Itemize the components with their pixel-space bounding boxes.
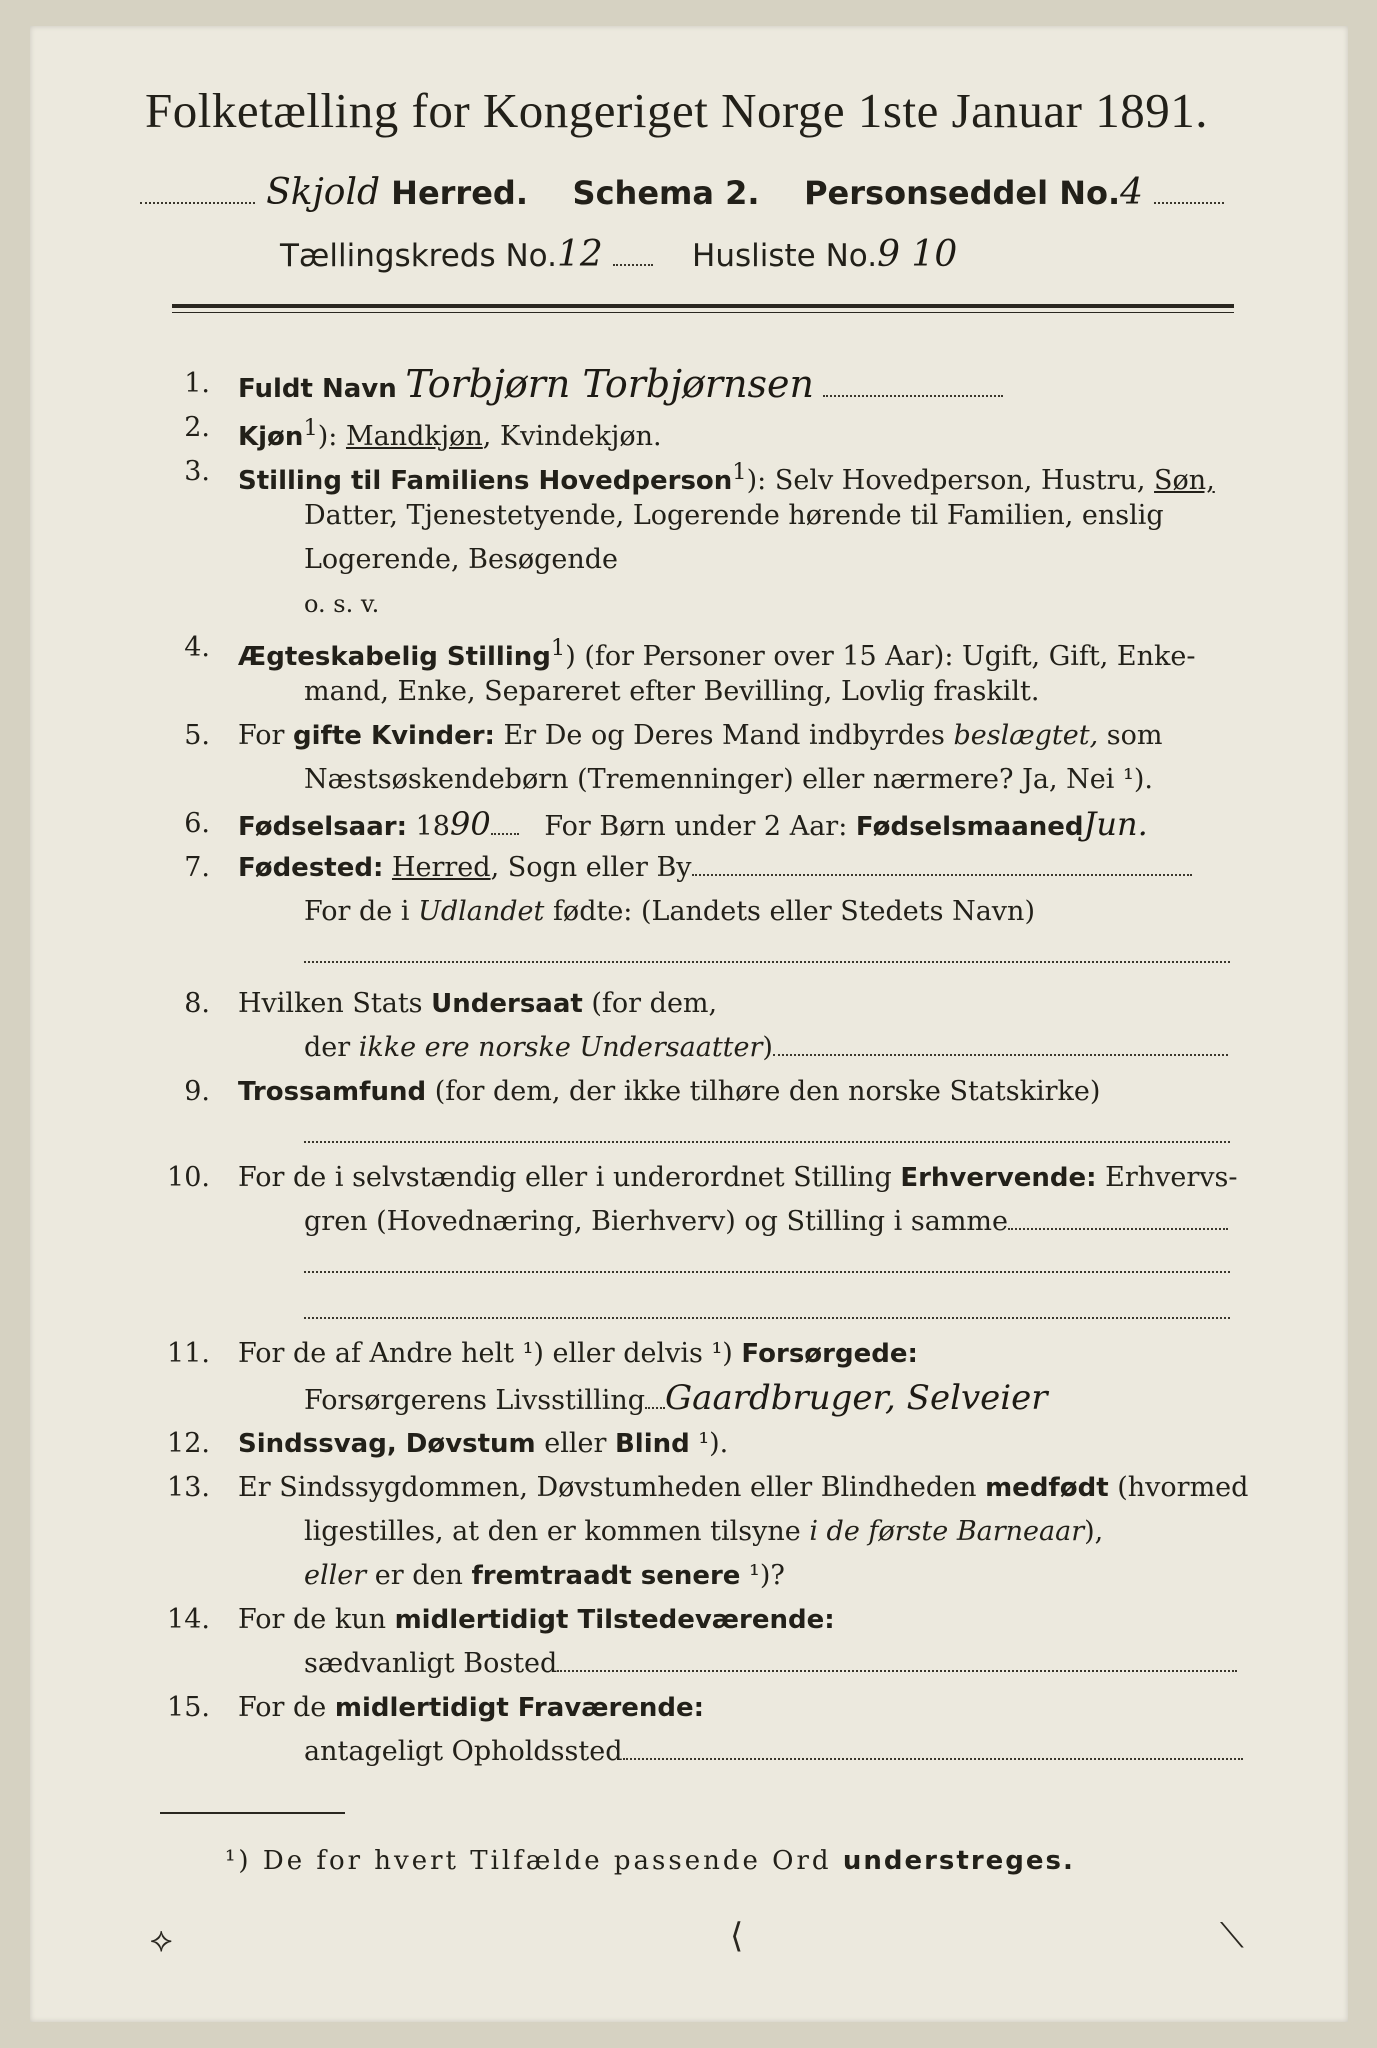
- personseddel-value: 4: [1120, 172, 1144, 213]
- item-7-line-2: For de i Udlandet fødte: (Landets eller Stedets Navn): [304, 896, 1035, 927]
- item-13-line-3: eller er den fremtraadt senere ¹)?: [304, 1560, 785, 1591]
- kreds-value: 12: [556, 234, 603, 275]
- item-3-line-2: Datter, Tjenestetyende, Logerende hørende til Familien, enslig: [304, 500, 1164, 531]
- label-fuldt-navn: Fuldt Navn: [238, 374, 397, 404]
- label-fodested: Fødested:: [238, 853, 384, 883]
- herred-value: Skjold: [266, 172, 381, 213]
- option-mandkjon-selected: Mandkjøn: [345, 421, 483, 452]
- label-kjon: Kjøn: [238, 422, 304, 452]
- dotted-fill: [1154, 201, 1224, 204]
- label-fodselsaar: Fødselsaar:: [238, 812, 407, 842]
- header-rule: [172, 304, 1234, 308]
- dotted-fill: [613, 263, 653, 266]
- herred-label: Herred.: [391, 174, 528, 212]
- husliste-value: 9 10: [877, 234, 958, 275]
- item-8-line-2: der ikke ere norske Undersaatter): [304, 1030, 1228, 1066]
- dotted-line: [304, 960, 1230, 963]
- item-10-line-2: gren (Hovednæring, Bierhverv) og Stilling i samme: [304, 1204, 1228, 1240]
- header-rule-thin: [172, 312, 1234, 313]
- full-name-value: Torbjørn Torbjørnsen: [405, 362, 815, 406]
- option-herred-selected: Herred: [391, 852, 491, 883]
- husliste-label: Husliste No.: [692, 238, 878, 274]
- dotted-fill: [823, 394, 1003, 397]
- item-15-line-2: antageligt Opholdssted: [304, 1734, 1243, 1770]
- label-stilling: Stilling til Familiens Hovedperson: [238, 466, 733, 496]
- kreds-label: Tællingskreds No.: [280, 238, 557, 274]
- item-4-line-2: mand, Enke, Separeret efter Bevilling, Lovlig fraskilt.: [304, 676, 1040, 707]
- footnote-rule: [160, 1812, 345, 1814]
- birth-month-value: Jun.: [1083, 805, 1148, 843]
- label-trossamfund: Trossamfund: [238, 1077, 427, 1107]
- dotted-fill: [140, 201, 255, 204]
- item-13-line-2: ligestilles, at den er kommen tilsyne i de første Barneaar),: [304, 1516, 1104, 1547]
- corner-mark-left: ⟡: [150, 1920, 173, 1960]
- header-line-kreds: [280, 234, 1180, 284]
- personseddel-label: Personseddel No.: [804, 174, 1121, 212]
- dotted-line: [304, 1270, 1230, 1273]
- item-5-line-2: Næstsøskendebørn (Tremenninger) eller nærmere? Ja, Nei ¹).: [304, 764, 1153, 795]
- item-3-line-4: o. s. v.: [304, 590, 380, 618]
- header-line-herred: [140, 172, 1250, 222]
- corner-mark-center: ⟨: [730, 1916, 744, 1956]
- item-11-line-2: Forsørgerens Livsstilling Gaardbruger, Selveier: [304, 1378, 1048, 1418]
- label-aegteskabelig: Ægteskabelig Stilling: [238, 642, 551, 672]
- dotted-line: [304, 1140, 1230, 1143]
- item-14-line-2: sædvanligt Bosted: [304, 1646, 1237, 1682]
- option-son-selected: Søn,: [1154, 465, 1215, 496]
- dotted-line: [304, 1316, 1230, 1319]
- option-kvindekjon: , Kvindekjøn.: [482, 421, 662, 452]
- schema-label: Schema 2.: [572, 174, 760, 212]
- form-title: Folketælling for Kongeriget Norge 1ste Januar 1891.: [145, 83, 1208, 138]
- item-3-line-3: Logerende, Besøgende: [304, 544, 618, 575]
- corner-mark-right: ⟍: [1220, 1916, 1244, 1956]
- forsorger-value: Gaardbruger, Selveier: [665, 1378, 1048, 1418]
- footnote: ¹) De for hvert Tilfælde passende Ord understreges.: [225, 1846, 1075, 1876]
- birth-year-value: 90: [449, 805, 491, 843]
